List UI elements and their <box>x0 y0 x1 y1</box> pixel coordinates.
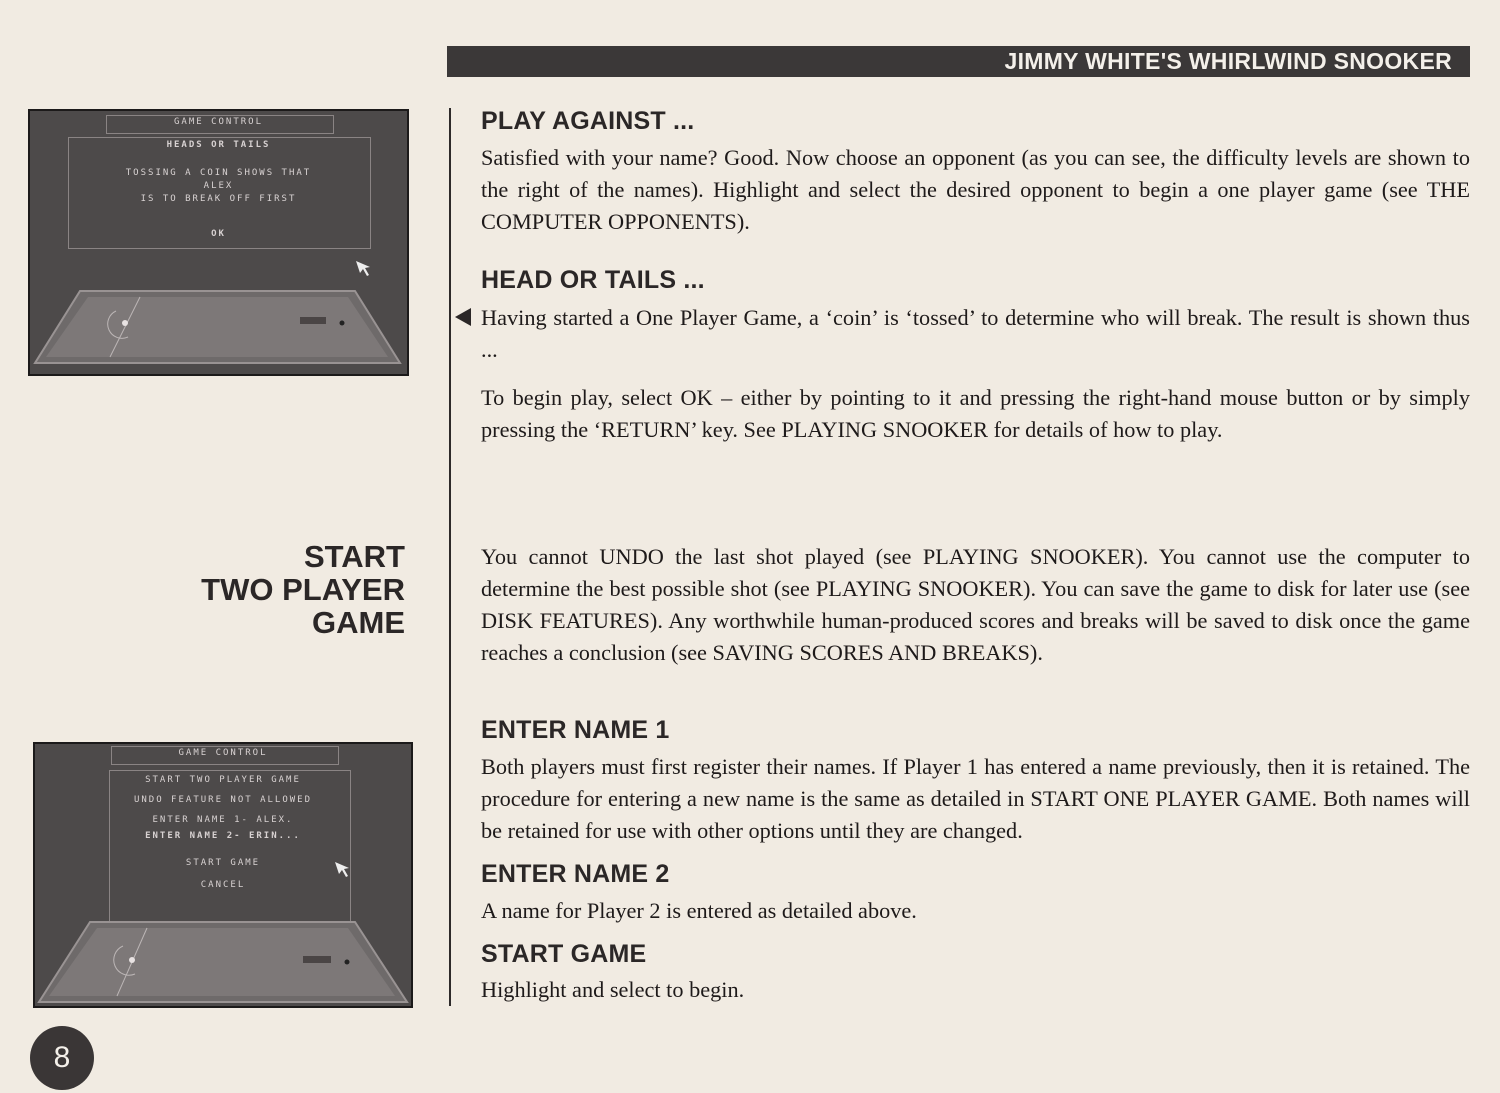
screen-start-button: START GAME <box>185 858 261 868</box>
section-title-enter-name-2: ENTER NAME 2 <box>481 860 670 888</box>
screenshot-two-player <box>33 742 413 1008</box>
side-heading-start-two-player-game: START TWO PLAYER GAME <box>201 539 405 640</box>
section-body-start-game: Highlight and select to begin. <box>481 977 745 1002</box>
screen-line-3: IS TO BREAK OFF FIRST <box>140 194 297 204</box>
page-number-badge <box>30 1026 94 1090</box>
pointer-arrow-icon <box>455 308 471 326</box>
screen-title: GAME CONTROL <box>178 748 268 758</box>
header-bar <box>447 46 1470 77</box>
screen-line-2: ALEX <box>203 181 234 191</box>
section-body-two-player-intro: You cannot UNDO the last shot played (see PLAYING SNOOKER). You cannot use the computer to determine the best possible shot (see PLAYING SNOOKER). You can save the game to disk for later use (see DISK FEATURES). Any worthwhile human-produced scores and breaks will be saved to disk once the game reaches a conclusion (see SAVING SCORES AND BREAKS). <box>481 544 1470 665</box>
section-title-head-or-tails: HEAD OR TAILS ... <box>481 266 705 294</box>
screen-line-1: TOSSING A COIN SHOWS THAT <box>125 168 312 178</box>
screen-ok-button: OK <box>211 229 226 239</box>
section-body-enter-name-1: Both players must first register their names. If Player 1 has entered a name previously, then it is retained. The procedure for entering a new name is the same as detailed in START ONE PLAYER GAME. Both names will be retained for use with other options until they are changed. <box>481 754 1470 843</box>
screen-line-1: UNDO FEATURE NOT ALLOWED <box>133 795 313 805</box>
column-divider <box>449 108 451 1006</box>
screen-cancel-button: CANCEL <box>200 880 246 890</box>
section-body-head-or-tails-2: To begin play, select OK – either by pointing to it and pressing the right-hand mouse button or by simply pressing the ‘RETURN’ key. See PLAYING SNOOKER for details of how to play. <box>481 385 1470 442</box>
snooker-table-graphic <box>35 744 411 1006</box>
section-title-enter-name-1: ENTER NAME 1 <box>481 716 670 744</box>
screenshot-heads-or-tails <box>28 109 409 376</box>
section-body-enter-name-2: A name for Player 2 is entered as detailed above. <box>481 898 917 923</box>
screen-line-3: ENTER NAME 2- ERIN... <box>145 831 301 841</box>
section-title-start-game: START GAME <box>481 940 647 968</box>
section-body-play-against: Satisfied with your name? Good. Now choose an opponent (as you can see, the difficulty levels are shown to the right of the names). Highlight and select the desired opponent to begin a one player game (see THE COMPUTER OPPONENTS). <box>481 145 1470 234</box>
page-number: 8 <box>53 1041 71 1074</box>
snooker-table-graphic <box>30 111 407 374</box>
screen-subtitle: HEADS OR TAILS <box>166 140 271 150</box>
screen-subtitle: START TWO PLAYER GAME <box>145 775 301 785</box>
header-title: JIMMY WHITE'S WHIRLWIND SNOOKER <box>1004 48 1452 74</box>
screen-title: GAME CONTROL <box>173 117 264 127</box>
section-body-head-or-tails-1: Having started a One Player Game, a ‘coin’ is ‘tossed’ to determine who will break. The result is shown thus ... <box>481 305 1470 362</box>
section-title-play-against: PLAY AGAINST ... <box>481 107 695 135</box>
screen-line-2: ENTER NAME 1- ALEX. <box>152 815 294 825</box>
